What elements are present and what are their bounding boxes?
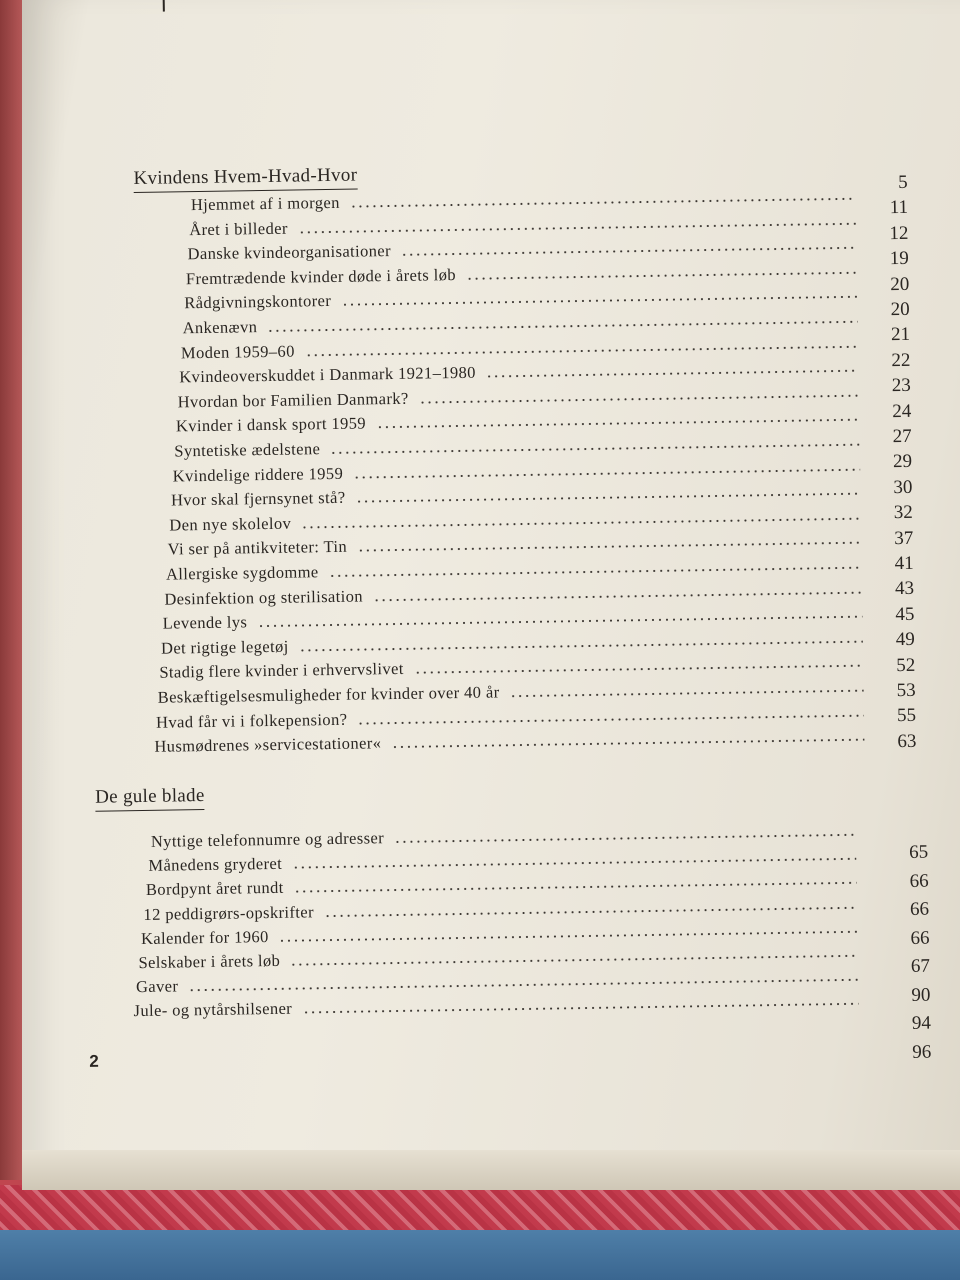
page-number: 2 xyxy=(89,1051,99,1071)
toc-page-number: 27 xyxy=(892,425,912,448)
toc-page-number: 94 xyxy=(911,1012,932,1034)
toc-entry-title: Allergiske sygdomme xyxy=(165,562,319,584)
toc-page-number: 43 xyxy=(894,578,915,600)
toc-entry-title: Året i billeder xyxy=(189,218,288,239)
dot-leader xyxy=(188,979,858,992)
toc-entry-title: Hvordan bor Familien Danmark? xyxy=(177,388,409,412)
dot-leader xyxy=(298,222,856,233)
dot-leader xyxy=(279,931,858,942)
dot-leader xyxy=(510,690,864,698)
dot-leader xyxy=(353,468,860,478)
toc-page-number: 21 xyxy=(890,324,911,346)
dot-leader xyxy=(267,321,857,332)
toc-entry-title: Den nye skolelov xyxy=(169,513,292,535)
section-title: Kvindens Hvem-Hvad-Hvor xyxy=(133,165,357,194)
toc-page-number: 65 xyxy=(909,841,929,863)
dot-leader xyxy=(290,955,857,966)
toc-page-number: 20 xyxy=(890,298,910,321)
toc-page-number: 5 xyxy=(897,171,908,194)
toc-page-number: 23 xyxy=(891,375,912,397)
dot-leader xyxy=(341,296,857,306)
dot-leader xyxy=(376,419,859,429)
dot-leader xyxy=(373,591,862,601)
toc-entry-title: Kvindeoverskuddet i Danmark 1921–1980 xyxy=(179,362,477,387)
toc-page-number: 19 xyxy=(889,248,910,270)
toc-page-number: 30 xyxy=(893,476,913,498)
toc-entry-title: Rådgivningskontorer xyxy=(184,291,332,313)
section-title: De gule blade xyxy=(95,785,205,812)
toc-entry-title: Jule- og nytårshilsener xyxy=(133,999,293,1021)
toc-entry-title: Moden 1959–60 xyxy=(180,341,295,362)
dot-leader xyxy=(330,444,859,454)
toc-page-number: 24 xyxy=(892,400,912,422)
dot-leader xyxy=(257,616,862,628)
toc-entry-title: Hvor skal fjernsynet stå? xyxy=(170,487,346,510)
toc-page-number: 96 xyxy=(912,1041,932,1063)
toc-page-number: 55 xyxy=(896,705,917,727)
toc-entry-title: Det rigtige legetøj xyxy=(160,636,289,658)
toc-entry-title: Gaver xyxy=(135,976,179,997)
toc-entry-title: Fremtrædende kvinder døde i årets løb xyxy=(185,264,457,289)
header-mark xyxy=(163,0,165,12)
toc-page-number: 29 xyxy=(892,451,913,473)
toc-page-number: 52 xyxy=(896,654,916,676)
toc-page-number: 67 xyxy=(910,955,931,977)
toc-entry-title: Kalender for 1960 xyxy=(140,926,269,948)
toc-entry-title: Vi ser på antikviteter: Tin xyxy=(167,537,348,559)
toc-page-number: 63 xyxy=(897,730,917,752)
toc-page-number: 32 xyxy=(893,502,913,524)
toc-page-number: 49 xyxy=(895,629,915,651)
toc-entry-title: Nyttige telefonnumre og adresser xyxy=(150,828,385,851)
toc-entry-title: Husmødrenes »servicestationer« xyxy=(154,733,382,756)
dot-leader xyxy=(356,493,861,503)
toc-page-number: 12 xyxy=(889,222,909,244)
toc-entry-title: Hjemmet af i morgen xyxy=(190,192,340,215)
dot-leader xyxy=(419,394,859,403)
dot-leader xyxy=(466,271,857,279)
toc-entry-title: Kvinder i dansk sport 1959 xyxy=(175,413,367,436)
toc-entry-title: Bordpynt året rundt xyxy=(145,878,284,900)
book-page xyxy=(22,0,960,1190)
dot-leader xyxy=(301,517,861,528)
toc-page-number: 41 xyxy=(894,552,914,575)
dot-leader xyxy=(357,542,861,552)
dot-leader xyxy=(324,906,857,916)
toc-page-number: 53 xyxy=(896,679,916,702)
toc-page-number: 66 xyxy=(909,870,929,892)
dot-leader xyxy=(305,345,858,356)
dot-leader xyxy=(414,665,863,674)
toc-page-number: 90 xyxy=(911,984,931,1006)
table-of-contents xyxy=(13,0,960,1198)
toc-entry-title: Ankenævn xyxy=(182,317,258,338)
toc-entry-title: Syntetiske ædelstene xyxy=(174,439,321,461)
toc-entry-title: 12 peddigrørs-opskrifter xyxy=(143,901,315,924)
dot-leader xyxy=(350,198,856,208)
toc-entry-title: Selskaber i årets løb xyxy=(138,950,281,973)
toc-page-number: 22 xyxy=(891,349,911,371)
dot-leader xyxy=(486,370,859,378)
toc-entry-title: Levende lys xyxy=(162,612,248,633)
dot-leader xyxy=(329,567,862,577)
toc-entry-title: Kvindelige riddere 1959 xyxy=(172,463,344,486)
toc-entry-title: Hvad får vi i folkepension? xyxy=(155,709,348,732)
toc-entry-title: Desinfektion og sterilisation xyxy=(164,586,364,609)
toc-page-number: 11 xyxy=(889,197,909,219)
dot-leader xyxy=(292,858,856,869)
table-surface xyxy=(0,1230,960,1280)
toc-page-number: 66 xyxy=(909,898,930,920)
toc-entry-title: Månedens gryderet xyxy=(148,853,283,876)
toc-page-number: 45 xyxy=(895,603,915,625)
dot-leader xyxy=(294,882,857,893)
toc-entry-title: Beskæftigelsesmuligheder for kvinder over 40 år xyxy=(157,682,500,707)
dot-leader xyxy=(302,1003,858,1014)
toc-entry-title: Stadig flere kvinder i erhvervslivet xyxy=(159,659,404,683)
toc-page-number: 37 xyxy=(894,527,914,549)
dot-leader xyxy=(401,247,857,256)
toc-page-number: 66 xyxy=(910,927,930,949)
dot-leader xyxy=(391,739,864,748)
toc-page-number: 20 xyxy=(890,273,910,295)
toc-entry-title: Danske kvindeorganisationer xyxy=(187,241,392,264)
dot-leader xyxy=(394,834,856,843)
dot-leader xyxy=(357,714,864,724)
dot-leader xyxy=(299,640,863,651)
